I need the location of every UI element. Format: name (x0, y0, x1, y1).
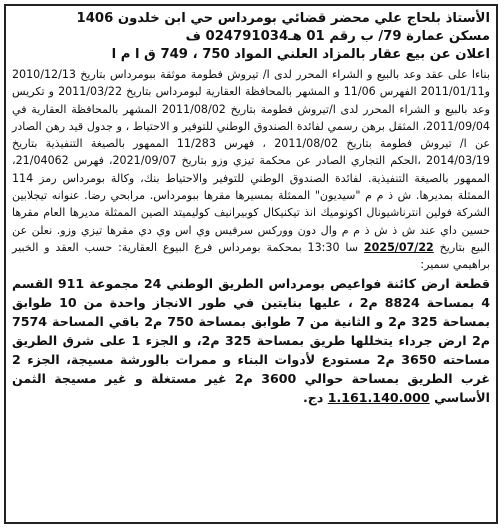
sale-date: 2025/07/22 (363, 240, 434, 254)
notice-header-line-2: مسكن عمارة 79/ ب رقم 01 هـ024791034 ف (185, 29, 490, 44)
property-description: قطعة ارض كائنة فواعيص بومرداس الطريق الوطني 24 مجموعة 911 القسم 4 بمساحة 8824 م2 ، عليها بنايتين في طور الانجاز واحدة من 10 طوابق بمساحة 325 م2 و الثانية من 7 طوابق بمساحة 750 م2 باقي المساحة 7574 م2 ارض جرداء يتخللها طريق بمساحة 325 م2، و الجزء 1 على شرق الطريق مساحته 3650 م2 مستودع لأدوات البناء و ممرات بالورشة مسيجة، الجزء 2 غرب الطريق بمساحة حوالي 3600 م2 غير مستغلة و غير مسيجة الثمن الأساسي (12, 275, 490, 405)
legal-notice (4, 4, 498, 524)
notice-paragraph-1: بناءا على عقد وعد بالبيع و الشراء المحرر لدى ا/ تيروش فطومة موثقة ببومرداس بتاريخ 2010/12/13 و2011/01/11 الفهرس 11/06 و المشهر بالمحافظة العقارية لبومرداس بتاريخ 2011/03/22 و تكريس وعد بالبيع و الشراء المحرر لدى ا/تيروش فطومة بتاريخ 2011/08/02 المشهر بالمحافظة العقارية في 2011/09/04، المثقل برهن رسمي لفائدة الصندوق الوطني للتوفير و الاحتياط ، و جدول قيد رهن الصادر عن ا/ تيروش فطومة بتاريخ 2011/08/02 ، فهرس 11/283 الممهور بالصيغة التنفيذية بتاريخ 2014/03/19 ،الحكم التجاري الصادر عن محكمة تيزي وزو بتاريخ 2021/09/07، فهرس 21/04062، الممهور بالصيغة التنفيذية. لفائدة الصندوق الوطني للتوفير والاحتياط بنك، وكالة بومرداس رمز 114 الممثلة بمديرها. ش ذ م م "سيديون" الممثلة بمسيرها مقرها ببومرداس. مرابحي رضا. عنوانه تيجلابين الشركة فولين انترناشيونال اكونوميك انذ تيكنيكال كوبيرانيف كوليميتد الصين الممثلة مديرها العام مقرها حسين داي عند ش ذ ش ذ م م وال دون ووركس سرفيس وي اس وي دي مقرها تيزي وزو. نعلن عن البيع بتاريخ (12, 68, 491, 254)
base-price: 1.161.140.000 (327, 389, 430, 405)
notice-title: اعلان عن بيع عقار بالمزاد العلني المواد 750 ، 749 ق ا م ا (111, 47, 490, 62)
notice-header-line-1: الأستاذ بلحاج علي محضر قضائي بومرداس حي ابن خلدون 1406 (76, 11, 490, 26)
property-description-block (12, 274, 490, 407)
sale-time: سا 13:30 بمحكمة (266, 240, 359, 254)
notice-body (12, 66, 490, 274)
notice-paragraph-2: بومرداس فرع البيوع العقارية: حسب العقد و الخبير براهيمي سمير: (12, 240, 490, 272)
currency: دج. (302, 389, 324, 405)
